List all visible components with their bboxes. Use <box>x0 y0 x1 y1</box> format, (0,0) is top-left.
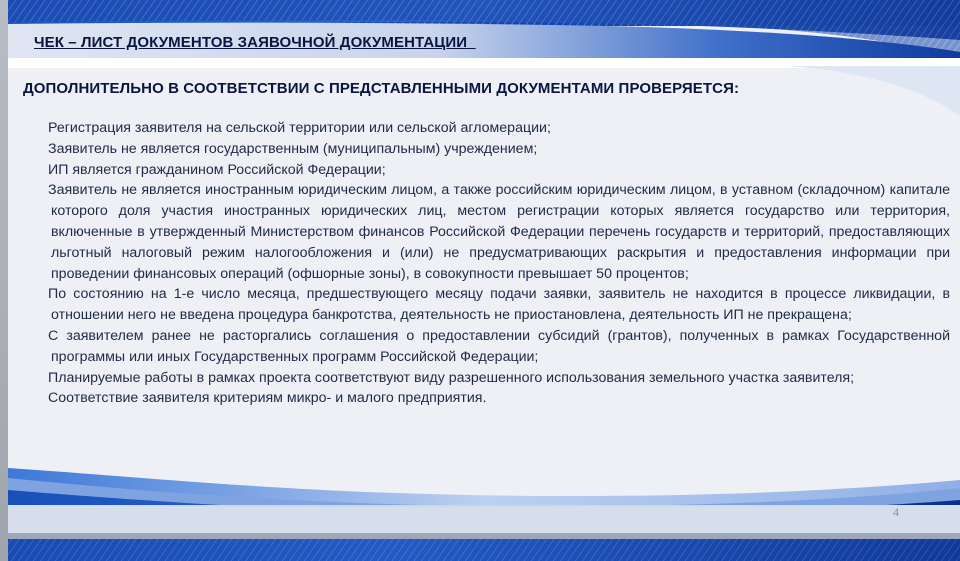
checklist-item: С заявителем ранее не расторгались соглашения о предоставлении субсидий (грантов), полученных в рамках Государственной программы или иных Государственных программ Российской Федерации; <box>48 327 950 365</box>
checklist-item: Соответствие заявителя критериям микро- и малого предприятия. <box>48 390 487 407</box>
checklist-item: Регистрация заявителя на сельской территории или сельской агломерации; <box>48 120 551 136</box>
slide-title: ЧЕК – ЛИСТ ДОКУМЕНТОВ ЗАЯВОЧНОЙ ДОКУМЕНТАЦИИ <box>34 34 476 51</box>
checklist-item: По состоянию на 1-е число месяца, предшествующего месяцу подачи заявки, заявитель не находится в процессе ликвидации, в отношении него не введена процедура банкротства, деятельность не приостановлена, деятельность ИП не прекращена; <box>48 286 950 324</box>
page-number: 4 <box>893 505 899 519</box>
checklist <box>48 118 950 409</box>
checklist-item: Заявитель не является иностранным юридическим лицом, а также российским юридическим лицом, в уставном (складочном) капитале которого доля участия иностранных юридических лиц, местом регистрации которых является государство или территория, включенные в утвержденный Министерством финансов Российской Федерации перечень государств и территорий, предоставляющих льготный налоговый режим налогообложения и (или) не предусматривающих раскрытия и предоставления информации при проведении финансовых операций (офшорные зоны), в совокупности превышает 50 процентов; <box>48 182 950 282</box>
checklist-item: ИП является гражданином Российской Федерации; <box>48 161 386 178</box>
checklist-item: Заявитель не является государственным (муниципальным) учреждением; <box>48 140 538 157</box>
left-edge-strip <box>0 0 8 561</box>
checklist-item: Планируемые работы в рамках проекта соответствуют виду разрешенного использования земельного участка заявителя; <box>48 369 855 386</box>
slide-subtitle: ДОПОЛНИТЕЛЬНО В СООТВЕТСТВИИ С ПРЕДСТАВЛЕННЫМИ ДОКУМЕНТАМИ ПРОВЕРЯЕТСЯ: <box>23 80 740 97</box>
presentation-slide <box>8 0 960 561</box>
